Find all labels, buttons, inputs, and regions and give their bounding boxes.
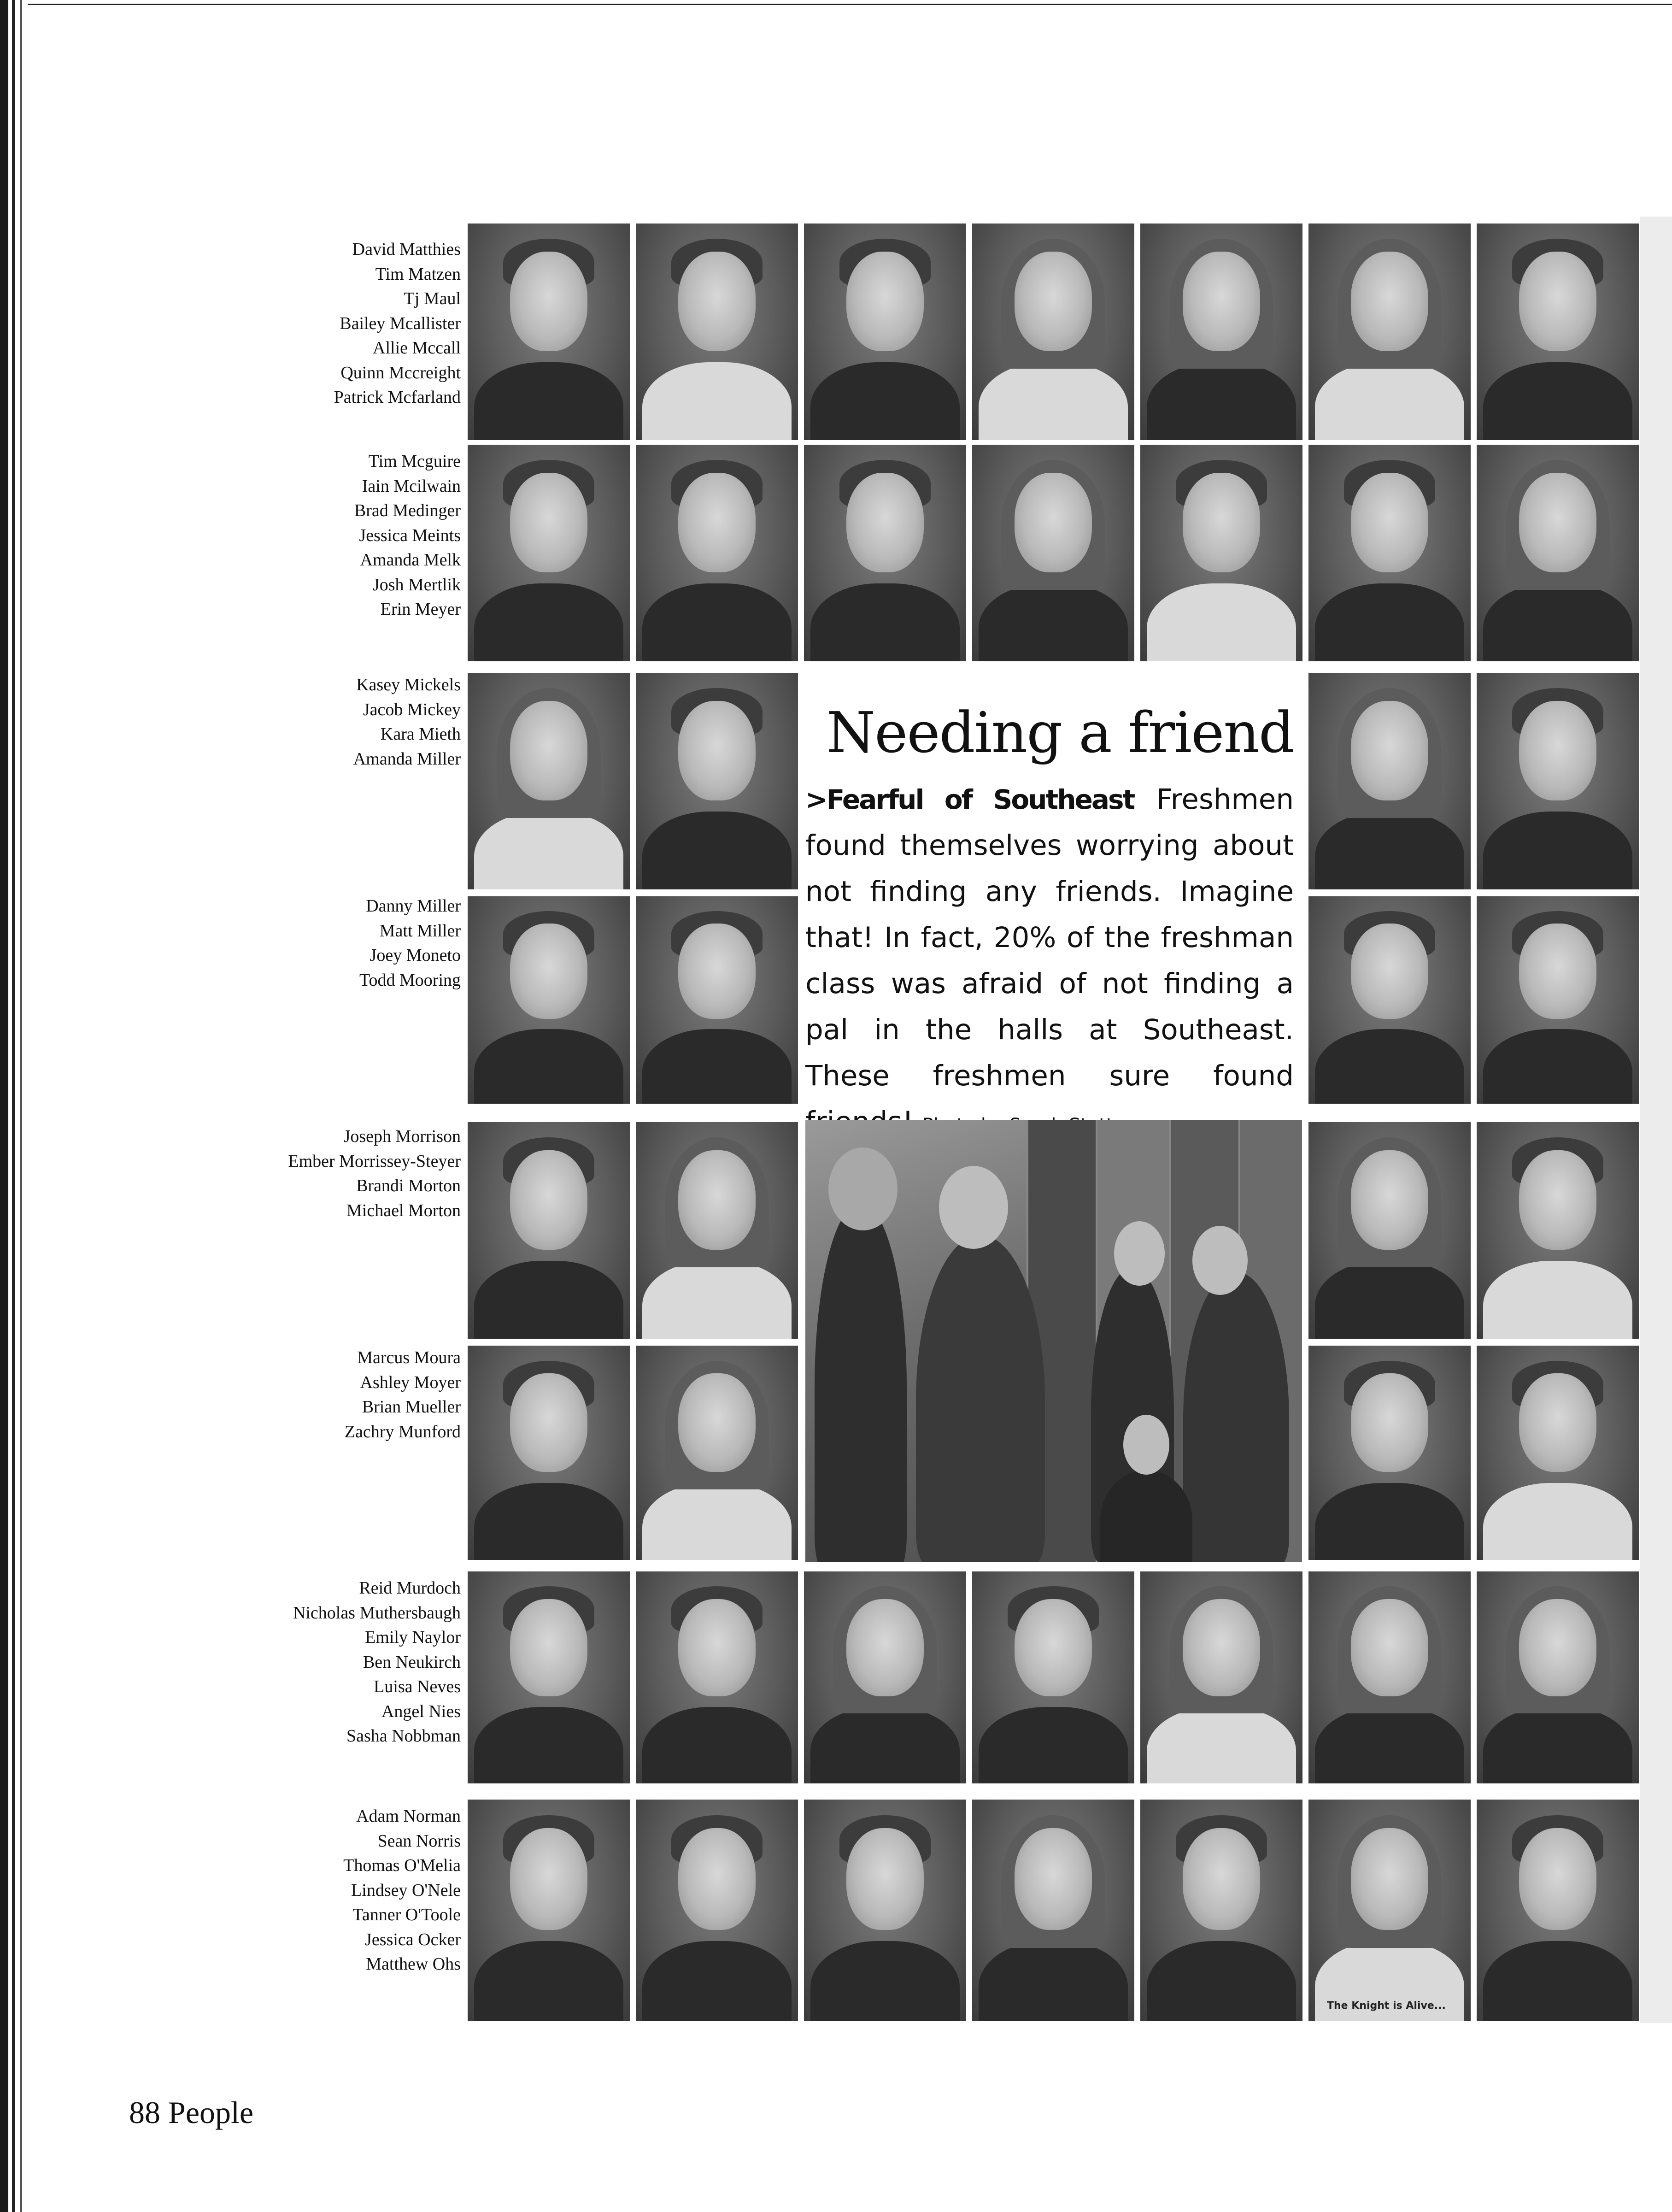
- student-portrait: [1308, 1571, 1471, 1783]
- student-portrait: [1308, 224, 1471, 440]
- student-name: Todd Mooring: [359, 970, 461, 990]
- student-portrait: [636, 224, 798, 440]
- student-portrait: [636, 1571, 798, 1783]
- student-name: Thomas O'Melia: [343, 1856, 461, 1875]
- student-name: Ben Neukirch: [363, 1652, 461, 1672]
- student-name: Tim Matzen: [375, 264, 461, 284]
- page-number: 88: [129, 2095, 160, 2130]
- student-name: Quinn Mccreight: [340, 363, 461, 382]
- student-portrait: [468, 673, 630, 889]
- student-name: Allie Mccall: [373, 338, 461, 358]
- student-portrait: [1477, 1346, 1639, 1560]
- student-portrait: [636, 673, 798, 889]
- student-portrait: [804, 224, 966, 440]
- student-portrait: [1477, 896, 1639, 1104]
- name-list-row-2: [194, 449, 461, 622]
- student-name: Iain Mcilwain: [362, 476, 461, 496]
- student-name: Brian Mueller: [362, 1397, 461, 1417]
- student-portrait: [1140, 224, 1302, 440]
- student-portrait: [972, 224, 1134, 440]
- student-name: Ashley Moyer: [360, 1372, 461, 1392]
- student-portrait: [972, 445, 1134, 661]
- student-portrait: [804, 1571, 966, 1783]
- page-footer: [129, 2094, 253, 2131]
- student-name: Sasha Nobbman: [346, 1726, 461, 1746]
- student-portrait: [468, 224, 630, 440]
- student-portrait: [1477, 1800, 1639, 2021]
- feature-story: Freshmen found themselves worrying about not finding any friends. Imagine that! In fact, 20% of the freshman class was afraid of not finding a pal in the halls at Southeast. These freshmen sure found: [805, 783, 1294, 1092]
- section-title: People: [168, 2095, 254, 2130]
- student-portrait: [636, 896, 798, 1104]
- student-name: Josh Mertlik: [372, 575, 461, 594]
- student-name: Lindsey O'Nele: [351, 1880, 461, 1900]
- student-name: Jessica Ocker: [365, 1930, 461, 1949]
- student-name: Reid Murdoch: [359, 1578, 461, 1598]
- student-portrait: [636, 1346, 798, 1560]
- student-name: Matthew Ohs: [366, 1954, 461, 1974]
- student-name: Tj Maul: [404, 289, 461, 308]
- shirt-text: The Knight is Alive...: [1327, 2000, 1446, 2012]
- student-portrait: [636, 1800, 798, 2021]
- student-name: Kasey Mickels: [356, 675, 461, 694]
- name-list-row-5: [194, 1124, 461, 1223]
- student-portrait: [1140, 1800, 1302, 2021]
- student-name: Danny Miller: [366, 896, 461, 916]
- name-list-row-3: [194, 673, 461, 771]
- student-portrait: [468, 1571, 630, 1783]
- student-name: Kara Mieth: [380, 724, 461, 744]
- student-name: Matt Miller: [379, 921, 461, 941]
- student-name: Joey Moneto: [370, 946, 461, 965]
- student-portrait: [468, 1122, 630, 1339]
- name-list-row-4: [194, 894, 461, 993]
- student-name: Angel Nies: [381, 1701, 461, 1721]
- student-portrait: [636, 445, 798, 661]
- student-name: Ember Morrissey-Steyer: [288, 1151, 461, 1171]
- feature-caption: [805, 673, 1294, 1129]
- student-portrait: [1308, 896, 1471, 1104]
- student-name: Jessica Meints: [359, 525, 461, 545]
- student-portrait: [468, 1346, 630, 1560]
- name-list-row-1: [194, 237, 461, 410]
- feature-kicker: >Fearful of Southeast: [805, 784, 1134, 815]
- student-portrait: [804, 1800, 966, 2021]
- student-name: Tanner O'Toole: [352, 1905, 461, 1924]
- top-rule: [28, 4, 1672, 5]
- student-portrait: [1140, 1571, 1302, 1783]
- student-portrait: [1477, 224, 1639, 440]
- feature-body: [805, 777, 1294, 1148]
- page-edge-shadow: [1640, 217, 1672, 2023]
- student-portrait: [1308, 1122, 1471, 1339]
- name-list-row-6: [194, 1346, 461, 1444]
- student-name: Sean Norris: [377, 1831, 461, 1851]
- student-name: Brandi Morton: [356, 1176, 461, 1195]
- student-name: Marcus Moura: [357, 1348, 461, 1367]
- student-portrait: [636, 1122, 798, 1339]
- student-portrait: [1308, 1346, 1471, 1560]
- name-list-row-8: [194, 1804, 461, 1977]
- student-portrait: [1308, 445, 1471, 661]
- student-name: Nicholas Muthersbaugh: [293, 1603, 461, 1623]
- student-name: Adam Norman: [356, 1806, 461, 1826]
- student-name: David Matthies: [352, 240, 461, 259]
- student-portrait: [468, 896, 630, 1104]
- student-name: Joseph Morrison: [343, 1127, 461, 1146]
- student-name: Brad Medinger: [354, 501, 461, 520]
- student-name: Amanda Miller: [353, 749, 461, 769]
- student-name: Patrick Mcfarland: [334, 388, 461, 407]
- student-name: Zachry Munford: [344, 1422, 461, 1441]
- student-portrait: [1477, 1122, 1639, 1339]
- student-portrait: [468, 1800, 630, 2021]
- student-portrait: [1477, 673, 1639, 889]
- student-portrait: [1308, 673, 1471, 889]
- student-name: Luisa Neves: [374, 1677, 461, 1696]
- student-portrait: [972, 1800, 1134, 2021]
- name-list-row-7: [194, 1576, 461, 1749]
- page-binding: [0, 0, 32, 2212]
- student-name: Tim Mcguire: [368, 452, 461, 471]
- student-name: Emily Naylor: [365, 1628, 461, 1647]
- student-portrait: [468, 445, 630, 661]
- student-name: Amanda Melk: [360, 550, 461, 570]
- student-name: Michael Morton: [346, 1200, 461, 1220]
- student-name: Jacob Mickey: [363, 700, 461, 719]
- student-portrait: [1477, 445, 1639, 661]
- student-name: Bailey Mcallister: [340, 313, 461, 333]
- student-portrait: [804, 445, 966, 661]
- student-portrait: [972, 1571, 1134, 1783]
- student-portrait: [1477, 1571, 1639, 1783]
- student-portrait: [1308, 1800, 1471, 2021]
- student-name: Erin Meyer: [380, 600, 461, 619]
- candid-hallway-photo: [805, 1120, 1302, 1562]
- student-portrait: [1140, 445, 1302, 661]
- feature-headline: Needing a friend: [826, 700, 1294, 765]
